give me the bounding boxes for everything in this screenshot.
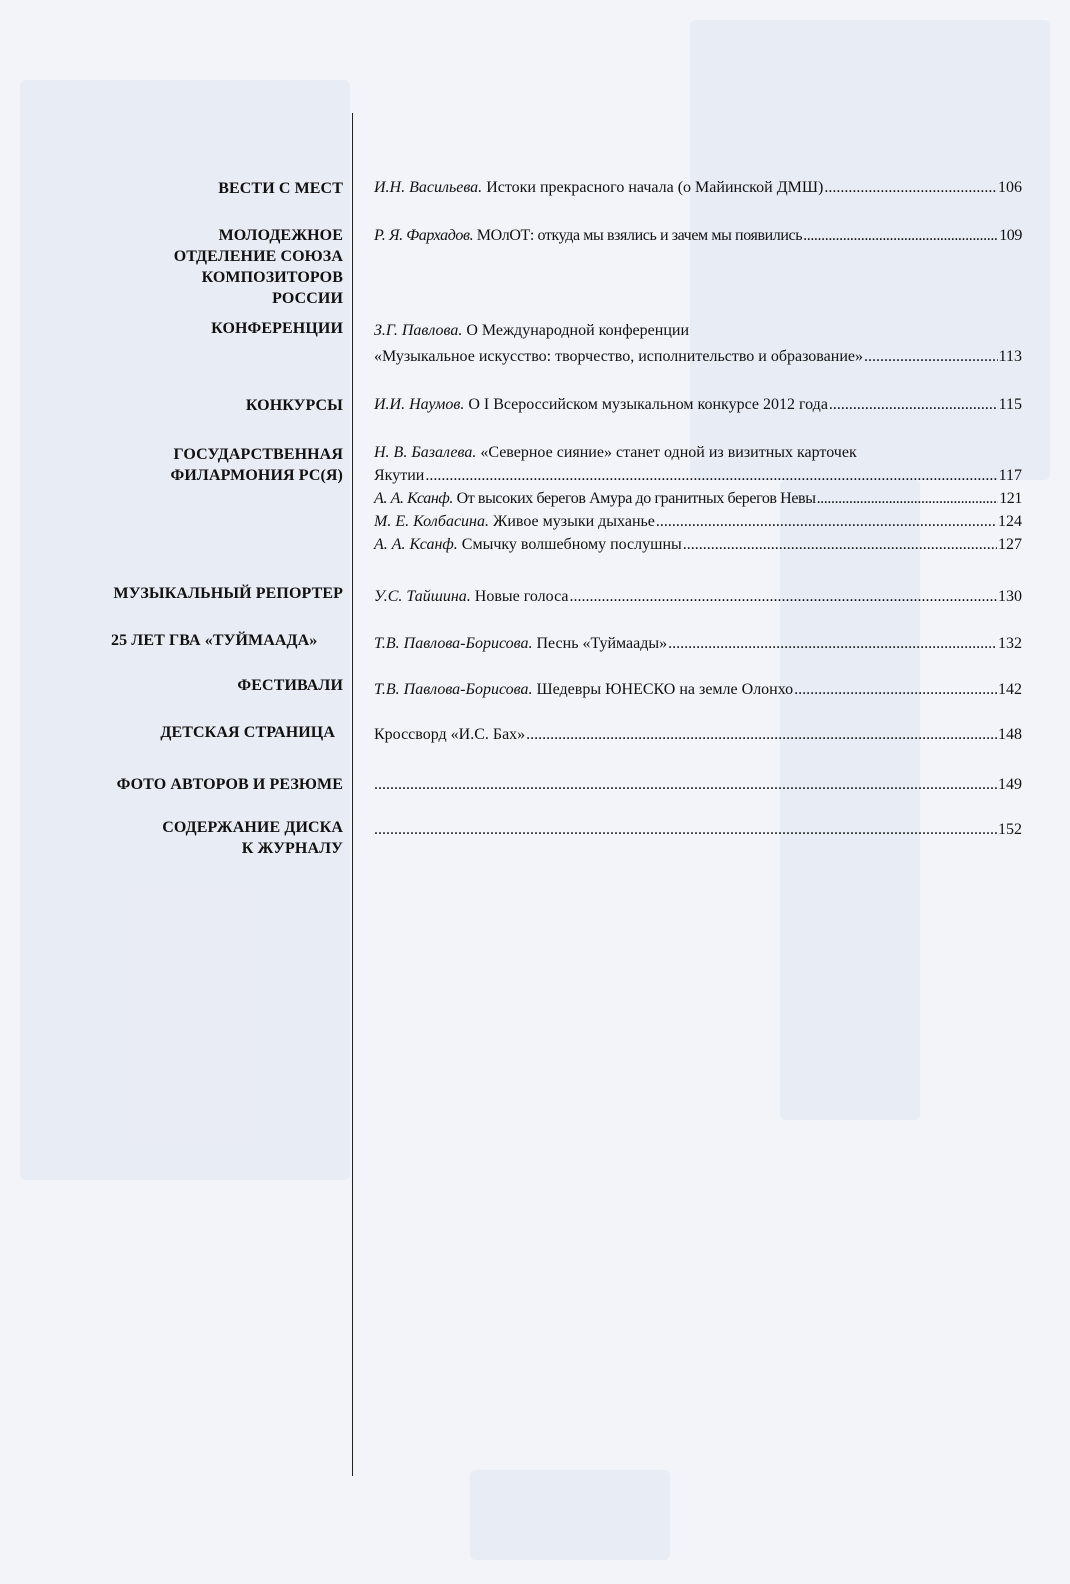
entry-author: И.Н. Васильева. xyxy=(374,179,483,196)
entry-title: Истоки прекрасного начала (о Майинской ДМШ) xyxy=(486,179,824,196)
background-ghost-shape xyxy=(780,480,920,1120)
entry-author: Т.В. Павлова-Борисова. xyxy=(374,635,533,652)
leader-dots xyxy=(425,464,997,487)
leader-dots xyxy=(824,176,997,199)
section-title-line: 25 ЛЕТ ГВА «ТУЙМААДА» xyxy=(111,632,318,649)
entry-page-number: 115 xyxy=(998,396,1022,413)
entry-page-number: 152 xyxy=(998,821,1022,838)
section-title-detskaya xyxy=(52,722,335,743)
entry-page-number: 117 xyxy=(998,467,1022,484)
entry-title: О Международной конференции xyxy=(466,322,690,339)
section-title-disk xyxy=(60,817,343,859)
toc-entry[interactable] xyxy=(374,818,1022,841)
section-title-festivali xyxy=(60,675,343,696)
entry-page-number: 130 xyxy=(998,588,1022,605)
section-title-line: КОНФЕРЕНЦИИ xyxy=(211,320,343,337)
background-ghost-shape xyxy=(470,1470,670,1560)
section-title-line: РОССИИ xyxy=(272,290,343,307)
section-title-konferentsii xyxy=(60,318,343,339)
section-title-filarmoniya xyxy=(60,444,343,486)
entry-title: МОлОТ: откуда мы взялись и зачем мы появились xyxy=(476,227,803,244)
toc-entry[interactable] xyxy=(374,510,1022,533)
section-title-line: ВЕСТИ С МЕСТ xyxy=(218,180,343,197)
entry-title: Шедевры ЮНЕСКО на земле Олонхо xyxy=(536,681,794,698)
toc-entry[interactable] xyxy=(374,632,1022,655)
section-title-line: К ЖУРНАЛУ xyxy=(241,840,343,857)
section-title-molodezhnoe xyxy=(60,225,343,309)
leader-dots xyxy=(569,585,997,608)
entry-page-number: 127 xyxy=(998,536,1022,553)
toc-entry[interactable] xyxy=(374,533,1022,556)
entry-title-continued: Якутии xyxy=(374,467,425,484)
leader-dots xyxy=(374,818,997,841)
entry-author: Р. Я. Фархадов. xyxy=(374,227,474,244)
entry-title: Кроссворд «И.С. Бах» xyxy=(374,726,526,743)
toc-entry[interactable] xyxy=(374,773,1022,796)
entry-page-number: 149 xyxy=(998,776,1022,793)
entry-page-number: 106 xyxy=(998,179,1022,196)
toc-entry[interactable] xyxy=(374,224,1022,247)
section-title-konkursy xyxy=(60,395,343,416)
section-title-tuymaada xyxy=(111,630,351,651)
entry-author: И.И. Наумов. xyxy=(374,396,465,413)
entry-page-number: 109 xyxy=(999,227,1022,244)
entry-title: От высоких берегов Амура до гранитных берегов Невы xyxy=(456,490,816,507)
section-title-line: ОТДЕЛЕНИЕ СОЮЗА xyxy=(173,248,343,265)
entry-page-number: 124 xyxy=(998,513,1022,530)
entry-page-number: 113 xyxy=(998,348,1022,365)
entry-author: Н. В. Базалева. xyxy=(374,444,477,461)
section-title-line: КОНКУРСЫ xyxy=(245,397,343,414)
toc-entry[interactable] xyxy=(374,441,1022,487)
section-title-vesti xyxy=(60,178,343,199)
column-divider xyxy=(352,113,353,1476)
toc-entry[interactable] xyxy=(374,723,1022,746)
toc-entry[interactable] xyxy=(374,176,1022,199)
entry-title-continued: «Музыкальное искусство: творчество, исполнительство и образование» xyxy=(374,348,863,365)
section-title-line: ГОСУДАРСТВЕННАЯ xyxy=(173,446,343,463)
section-title-line: ФОТО АВТОРОВ И РЕЗЮМЕ xyxy=(116,776,343,793)
entry-author: М. Е. Колбасина. xyxy=(374,513,489,530)
section-title-foto xyxy=(60,774,343,795)
entry-author: А. А. Ксанф. xyxy=(374,490,453,507)
toc-entry[interactable] xyxy=(374,393,1022,416)
section-title-line: СОДЕРЖАНИЕ ДИСКА xyxy=(162,819,343,836)
leader-dots xyxy=(829,393,998,416)
entry-title: «Северное сияние» станет одной из визитных карточек xyxy=(480,444,857,461)
section-title-line: ФЕСТИВАЛИ xyxy=(237,677,343,694)
entry-page-number: 132 xyxy=(998,635,1022,652)
toc-entry[interactable] xyxy=(374,585,1022,608)
leader-dots xyxy=(683,533,997,556)
entry-author: Т.В. Павлова-Борисова. xyxy=(374,681,533,698)
entry-author: А. А. Ксанф. xyxy=(374,536,458,553)
leader-dots xyxy=(864,345,998,368)
entry-page-number: 142 xyxy=(998,681,1022,698)
entry-author: З.Г. Павлова. xyxy=(374,322,463,339)
entry-page-number: 121 xyxy=(999,490,1022,507)
leader-dots xyxy=(794,678,997,701)
section-title-reporter xyxy=(60,583,343,604)
entry-title: Смычку волшебному послушны xyxy=(461,536,682,553)
leader-dots xyxy=(526,723,997,746)
entry-page-number: 148 xyxy=(998,726,1022,743)
section-title-line: ДЕТСКАЯ СТРАНИЦА xyxy=(160,724,335,741)
leader-dots xyxy=(656,510,997,533)
leader-dots xyxy=(668,632,997,655)
entry-author: У.С. Тайшина. xyxy=(374,588,471,605)
toc-entry[interactable] xyxy=(374,319,1022,368)
section-title-line: КОМПОЗИТОРОВ xyxy=(201,269,343,286)
section-title-line: МУЗЫКАЛЬНЫЙ РЕПОРТЕР xyxy=(113,585,343,602)
leader-dots xyxy=(803,224,998,247)
toc-entry[interactable] xyxy=(374,487,1022,510)
entry-title: Новые голоса xyxy=(474,588,569,605)
entry-title: Живое музыки дыханье xyxy=(492,513,655,530)
entry-title: О I Всероссийском музыкальном конкурсе 2012 года xyxy=(468,396,828,413)
entry-title: Песнь «Туймаады» xyxy=(536,635,668,652)
leader-dots xyxy=(374,773,997,796)
leader-dots xyxy=(817,487,999,510)
toc-entry[interactable] xyxy=(374,678,1022,701)
section-title-line: ФИЛАРМОНИЯ РС(Я) xyxy=(170,467,343,484)
section-title-line: МОЛОДЕЖНОЕ xyxy=(218,227,343,244)
